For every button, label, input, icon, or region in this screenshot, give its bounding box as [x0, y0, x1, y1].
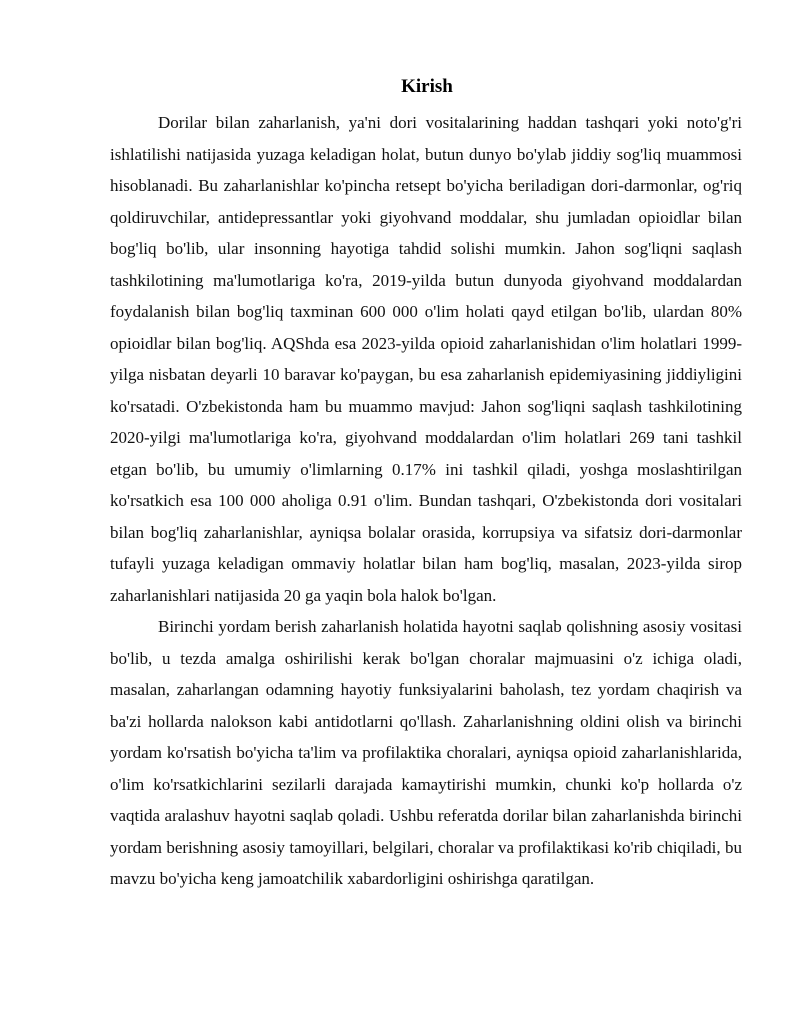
document-body	[110, 107, 742, 895]
paragraph-first-aid: Birinchi yordam berish zaharlanish holatida hayotni saqlab qolishning asosiy vositasi bo'lib, u tezda amalga oshirilishi kerak bo'lgan choralar majmuasini o'z ichiga oladi, masalan, zaharlangan odamning hayotiy funksiyalarini baholash, tez yordam chaqirish va ba'zi hollarda nalokson kabi antidotlarni qo'llash. Zaharlanishning oldini olish va birinchi yordam ko'rsatish bo'yicha ta'lim va profilaktika choralari, ayniqsa opioid zaharlanishlarida, o'lim ko'rsatkichlarini sezilarli darajada kamaytirishi mumkin, chunki ko'p hollarda o'z vaqtida aralashuv hayotni saqlab qoladi. Ushbu referatda dorilar bilan zaharlanishda birinchi yordam berishning asosiy tamoyillari, belgilari, choralar va profilaktikasi ko'rib chiqiladi, bu mavzu bo'yicha keng jamoatchilik xabardorligini oshirishga qaratilgan.	[110, 617, 742, 888]
paragraph-intro: Dorilar bilan zaharlanish, ya'ni dori vositalarining haddan tashqari yoki noto'g'ri ishlatilishi natijasida yuzaga keladigan holat, butun dunyo bo'ylab jiddiy sog'liq muammosi hisoblanadi. Bu zaharlanishlar ko'pincha retsept bo'yicha beriladigan dori-darmonlar, og'riq qoldiruvchilar, antidepressantlar yoki giyohvand moddalar, shu jumladan opioidlar bilan bog'liq bo'lib, ular insonning hayotiga tahdid solishi mumkin. Jahon sog'liqni saqlash tashkilotining ma'lumotlariga ko'ra, 2019-yilda butun dunyoda giyohvand moddalardan foydalanish bilan bog'liq taxminan 600 000 o'lim holati qayd etilgan bo'lib, ulardan 80% opioidlar bilan bog'liq. AQShda esa 2023-yilda opioid zaharlanishidan o'lim holatlari 1999-yilga nisbatan deyarli 10 baravar ko'paygan, bu esa zaharlanish epidemiyasining jiddiyligini ko'rsatadi. O'zbekistonda ham bu muammo mavjud: Jahon sog'liqni saqlash tashkilotining 2020-yilgi ma'lumotlariga ko'ra, giyohvand moddalardan o'lim holatlari 269 tani tashkil etgan bo'lib, bu umumiy o'limlarning 0.17% ini tashkil qiladi, yoshga moslashtirilgan ko'rsatkich esa 100 000 aholiga 0.91 o'lim. Bundan tashqari, O'zbekistonda dori vositalari bilan bog'liq zaharlanishlar, ayniqsa bolalar orasida, korrupsiya va sifatsiz dori-darmonlar tufayli yuzaga keladigan ommaviy holatlar bilan ham bog'liq, masalan, 2023-yilda sirop zaharlanishlari natijasida 20 ga yaqin bola halok bo'lgan.	[110, 113, 742, 605]
section-title: Kirish	[401, 76, 453, 97]
